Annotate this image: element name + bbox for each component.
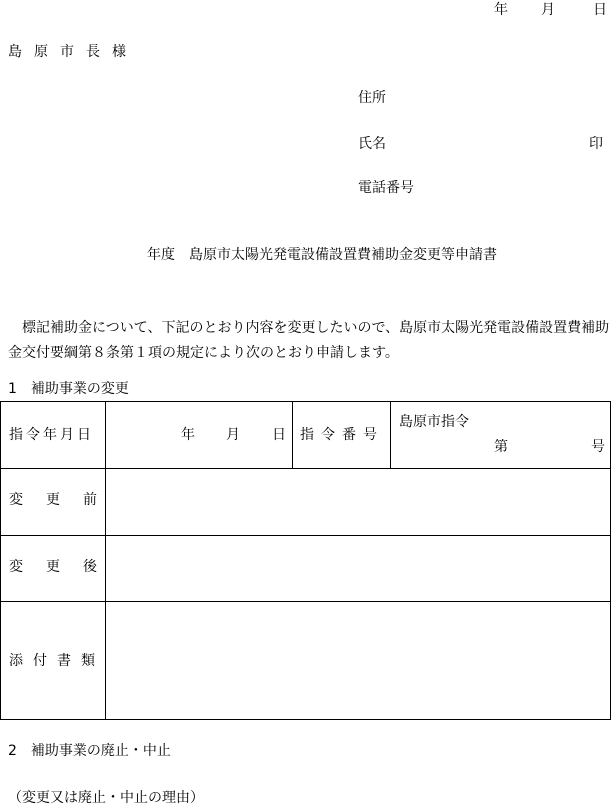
date-day-label: 日 [593,2,607,18]
directive-number-prefix: 第 [494,439,508,455]
section2-heading: 2 補助事業の廃止・中止 [8,743,171,759]
phone-label: 電話番号 [358,180,414,196]
directive-date-month: 月 [226,427,240,443]
addressee: 島原市長様 [8,44,138,60]
directive-date-year: 年 [181,427,195,443]
directive-number-label: 指令番号 [300,427,384,443]
before-change-label: 変更前 [9,492,120,508]
reason-label: （変更又は廃止・中止の理由） [8,790,204,806]
table-row-divider [1,601,610,602]
change-table [0,401,611,720]
section1-heading: 1 補助事業の変更 [8,381,129,397]
attachments-label: 添付書類 [9,653,105,669]
table-row-divider [1,535,610,536]
directive-issuer: 島原市指令 [399,414,469,430]
directive-date-label: 指令年月日 [9,427,94,443]
name-label: 氏名 [358,136,386,152]
seal-mark: 印 [589,136,603,152]
after-change-label: 変更後 [9,559,120,575]
document-title: 年度 島原市太陽光発電設備設置費補助金変更等申請書 [147,247,497,263]
directive-number-suffix: 号 [591,439,605,455]
directive-date-day: 日 [272,427,286,443]
table-column-divider [292,402,293,468]
date-year-label: 年 [494,2,508,18]
table-column-divider [390,402,391,468]
body-paragraph: 標記補助金について、下記のとおり内容を変更したいので、島原市太陽光発電設備設置費補助金交付要綱第８条第１項の規定により次のとおり申請します。 [8,320,610,361]
date-month-label: 月 [541,2,555,18]
table-row-divider [1,468,610,469]
address-label: 住所 [358,90,386,106]
